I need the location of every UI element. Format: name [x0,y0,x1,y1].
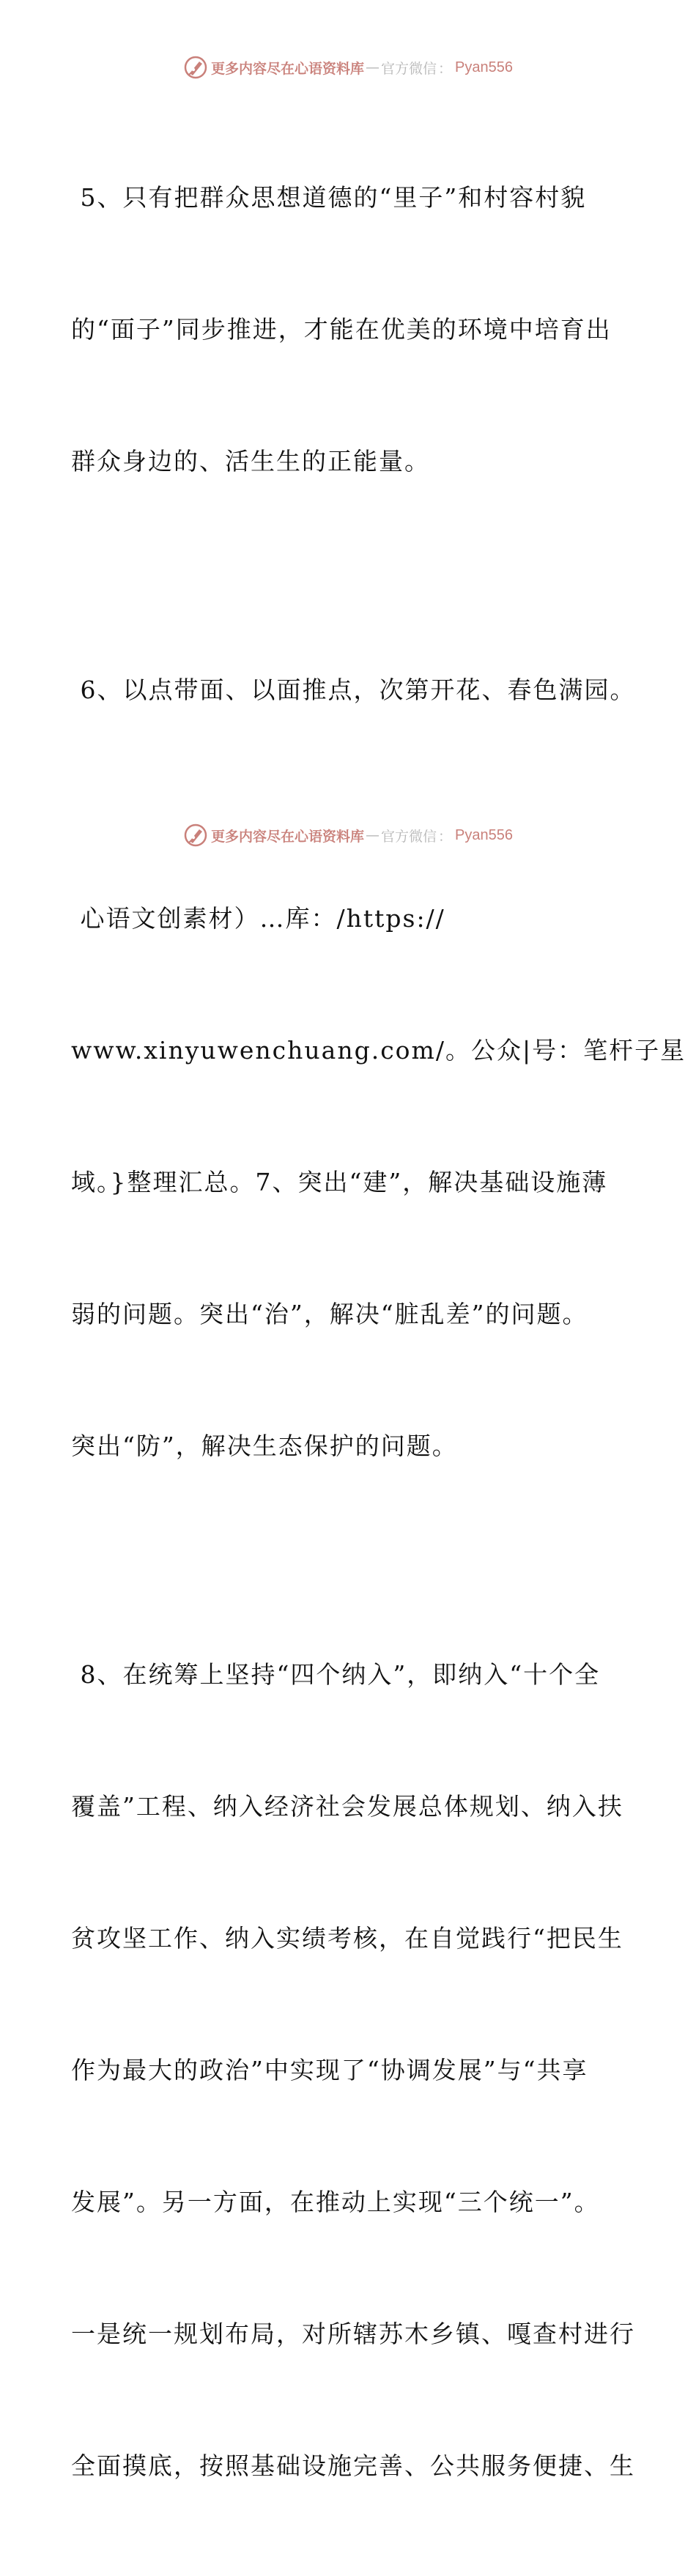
text-line: 域。}整理汇总。7、突出“建”，解决基础设施薄 [71,1168,608,1196]
document-body [71,88,686,2576]
text-line: 5、只有把群众思想道德的“里子”和村容村貌 [71,183,587,212]
text-line: 的“面子”同步推进，才能在优美的环境中培育出 [71,315,612,344]
text-line: 心语文创素材）…库：/https:// [71,904,445,933]
banner-separator: — [366,59,380,75]
text-line: 贫攻坚工作、纳入实绩考核，在自觉践行“把民生 [71,1924,623,1953]
text-line: 群众身边的、活生生的正能量。 [71,447,430,475]
paragraph-source-7 [71,809,686,1556]
header-banner [0,53,696,82]
text-line: 发展”。另一方面，在推动上实现“三个统一”。 [71,2188,600,2216]
banner-colon: ： [438,60,453,77]
paragraph-8 [71,1565,635,2576]
text-line: 作为最大的政治”中实现了“协调发展”与“共享 [71,2056,588,2084]
text-line: 全面摸底，按照基础设施完善、公共服务便捷、生 [71,2451,635,2480]
text-line: 一是统一规划布局，对所辖苏木乡镇、嘎查村进行 [71,2320,635,2348]
text-line: 8、在统筹上坚持“四个纳入”，即纳入“十个全 [71,1660,601,1689]
pen-nib-circle-icon [183,823,208,848]
banner-separator: — [366,827,380,843]
banner-wechat-id: Pyan556 [455,59,513,75]
pen-nib-circle-icon [183,55,208,80]
banner-wechat-id: Pyan556 [455,826,513,843]
text-line: 覆盖”工程、纳入经济社会发展总体规划、纳入扶 [71,1792,623,1821]
text-line: www.xinyuwenchuang.com/。公众|号：笔杆子星 [71,1036,686,1065]
paragraph-5 [71,88,628,571]
footer-banner [0,821,696,850]
banner-main-text: 更多内容尽在心语资料库 [210,828,364,845]
text-line: 弱的问题。突出“治”，解决“脏乱差”的问题。 [71,1300,588,1328]
banner-official-label: 官方微信 [381,60,437,77]
banner-main-text: 更多内容尽在心语资料库 [210,60,364,77]
text-line: 突出“防”，解决生态保护的问题。 [71,1432,458,1460]
banner-colon: ： [438,828,453,845]
paragraph-6 [71,580,636,800]
banner-official-label: 官方微信 [381,828,437,845]
text-line: 6、以点带面、以面推点，次第开花、春色满园。 [71,676,636,704]
